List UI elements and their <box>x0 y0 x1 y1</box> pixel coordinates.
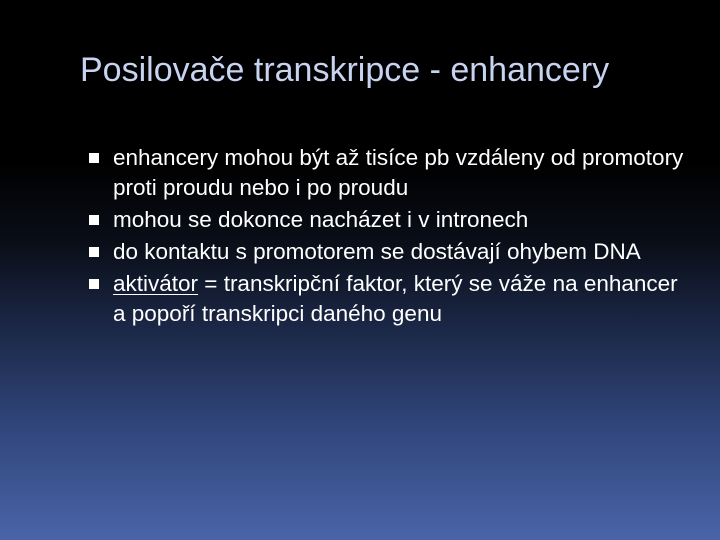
square-bullet-icon <box>88 246 100 258</box>
square-bullet-icon <box>88 214 100 226</box>
bullet-item <box>88 269 688 329</box>
bullet-item <box>88 143 688 203</box>
square-bullet-icon <box>88 278 100 290</box>
bullet-item <box>88 205 688 235</box>
slide-title: Posilovače transkripce - enhancery <box>80 51 610 89</box>
underlined-term: aktivátor <box>113 271 199 296</box>
square-bullet-icon <box>88 152 100 164</box>
bullet-text: enhancery mohou být až tisíce pb vzdáleny od promotory proti proudu nebo i po proudu <box>113 145 684 200</box>
bullet-item <box>88 237 688 267</box>
bullet-text: do kontaktu s promotorem se dostávají ohybem DNA <box>113 239 641 264</box>
bullet-text: = transkripční faktor, který se váže na enhancer a popoří transkripci daného genu <box>113 271 678 326</box>
bullet-text: mohou se dokonce nacházet i v intronech <box>113 207 529 232</box>
bullet-list <box>88 143 688 331</box>
